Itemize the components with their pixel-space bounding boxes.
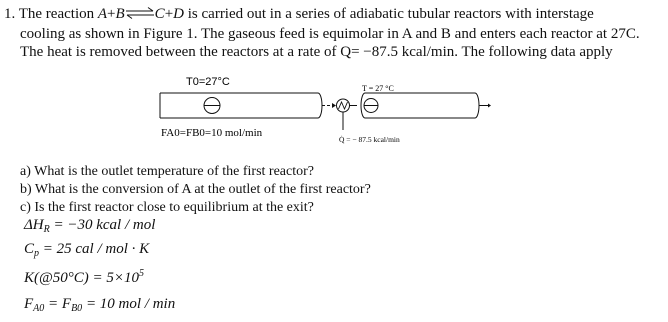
t0-label: T0=27°C [186, 76, 230, 88]
fa-symbol: F [24, 296, 34, 312]
feed-rate-equation [24, 295, 175, 318]
problem-line-1 [4, 6, 594, 23]
product-c: C [154, 6, 165, 22]
reaction-plus-1: + [107, 6, 116, 22]
reactant-b: B [115, 6, 125, 22]
intro-before-reaction: The reaction [18, 6, 98, 22]
equilibrium-constant-text: K(@50°C) = 5×10 [24, 270, 140, 286]
enthalpy-sub: R [43, 224, 50, 235]
enthalpy-equation [24, 216, 155, 239]
heat-exchanger-icon [337, 99, 350, 130]
feed-eq-sign: = [44, 296, 62, 312]
heat-capacity-equation [24, 240, 149, 263]
question-b: b) What is the conversion of A at the outlet of the first reactor? [20, 182, 371, 197]
feed-rate-value: = 10 mol / min [82, 296, 176, 312]
product-d: D [173, 6, 184, 22]
enthalpy-value: = −30 kcal / mol [49, 217, 156, 233]
reactor-1 [160, 93, 322, 118]
fb-sub: B0 [71, 303, 83, 314]
inlet-valve-icon [204, 98, 220, 114]
reactor-2-valve-icon [364, 99, 378, 113]
question-c: c) Is the first reactor close to equilibrium at the exit? [20, 200, 314, 215]
heat-capacity-sub: p [34, 248, 40, 259]
problem-line-2: cooling as shown in Figure 1. The gaseous feed is equimolar in A and B and enters each reactor at 27C. [20, 26, 640, 42]
fa-sub: A0 [33, 303, 45, 314]
equilibrium-constant-exponent: 5 [139, 268, 145, 279]
enthalpy-symbol: ΔH [24, 217, 44, 233]
heat-capacity-symbol: C [24, 241, 35, 257]
reaction-plus-2: + [164, 6, 174, 22]
t-label: T = 27 °C [362, 84, 394, 93]
heat-capacity-value: = 25 cal / mol · K [39, 241, 150, 257]
equilibrium-arrow-icon [125, 7, 155, 19]
fb-symbol: F [61, 296, 72, 312]
problem-line-3: The heat is removed between the reactors at a rate of Q= −87.5 kcal/min. The following data apply [20, 44, 613, 60]
q-label: Q̇ = − 87.5 kcal/min [339, 135, 400, 144]
equilibrium-constant-equation [24, 265, 144, 287]
feed-label: FA0=FB0=10 mol/min [161, 127, 263, 139]
reactant-a: A [97, 6, 108, 22]
intro-after-reaction: is carried out in a series of adiabatic tubular reactors with interstage [184, 6, 594, 22]
reactor-figure [0, 68, 668, 158]
problem-number: 1. [4, 6, 16, 22]
question-a: a) What is the outlet temperature of the first reactor? [20, 164, 314, 179]
reactor-2 [361, 93, 479, 118]
